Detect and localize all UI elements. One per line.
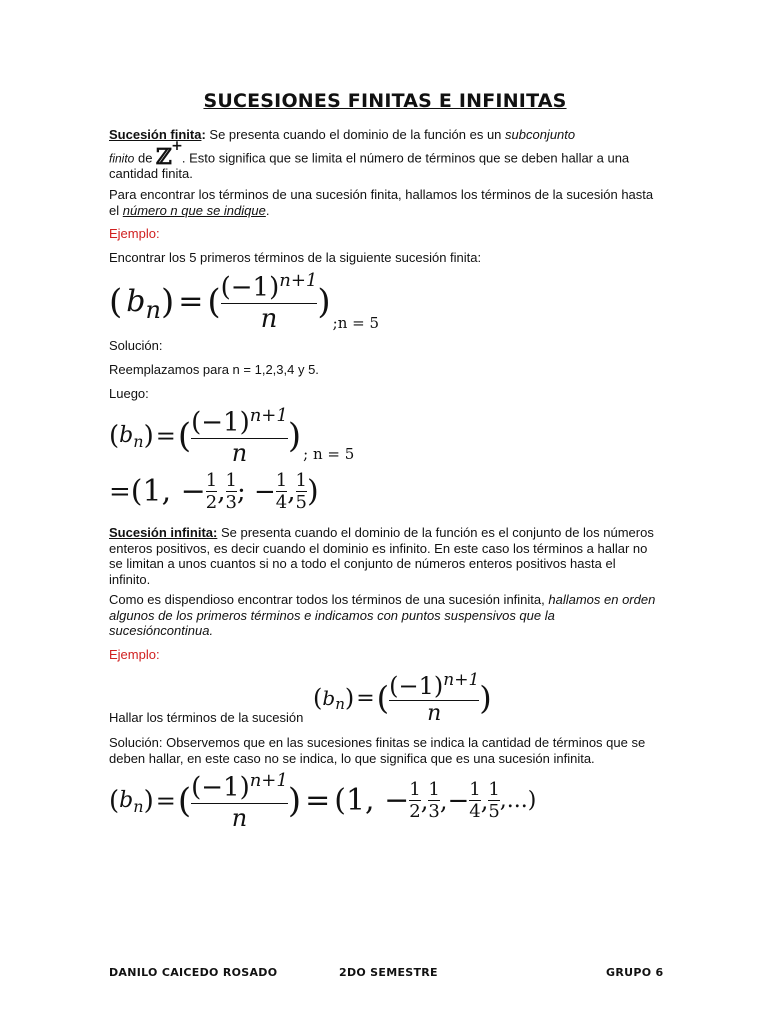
footer-author: DANILO CAICEDO ROSADO [109,966,278,979]
finite-label: Sucesión finita [109,127,202,142]
infinite-statement: Hallar los términos de la sucesión [109,710,304,725]
infinite-paragraph-2: Como es dispendioso encontrar todos los términos de una sucesión infinita, hallamos en orden algunos de los primeros términos e indicamos con puntos suspensivos que la sucesióncontinua. [109,592,656,638]
finite-replacement: Reemplazamos para n = 1,2,3,4 y 5. [109,362,319,377]
z-plus-symbol: ℤ+ [156,137,182,170]
equation-infinite-definition: ( b n ) = ( $\frac{(-1)^{n+1}}{n}$ ) [313,670,492,726]
footer-group: GRUPO 6 [606,966,664,979]
equation-finite-repeat: ( b n ) = ( $\frac{(-1)^{n+1}}{n}$ ) ; n = 5 [109,405,355,467]
finite-definition: Sucesión finita: Se presenta cuando el dominio de la función es un subconjunto finito de ℤ+. Esto significa que se limita el número de términos que se deben hallar a una cantidad finita. [109,127,630,182]
finite-solution-label: Solución: [109,338,163,353]
footer-semester: 2DO SEMESTRE [339,966,438,979]
equation-finite-result: = (1, − $\frac{1}{2}$ , $\frac{1}{3}$ ; − $\frac{1}{4}$ , $\frac{1}{5}$ ) [109,470,319,513]
infinite-label: Sucesión infinita: [109,525,218,540]
infinite-definition: Sucesión infinita: Se presenta cuando el dominio de la función es el conjunto de los números enteros positivos, es decir cuando el dominio es infinito. En este caso los términos a hallar no se limitan a unos cuantos si no a todo el conjunto de números enteros positivos hasta el infinito. [109,525,654,587]
finite-example-label: Ejemplo: [109,226,160,241]
equation-infinite-result: ( b n ) = ( $\frac{(-1)^{n+1}}{n}$ ) = (1, − $\frac{1}{2}$ , $\frac{1}{3}$ , − $\frac{1}{4}$ , $\frac{1}{5}$ ,...) [109,770,537,832]
fraction: $\frac{(-1)^{n+1}}{n}$ [220,270,318,334]
finite-paragraph-2: Para encontrar los términos de una sucesión finita, hallamos los términos de la sucesión hasta el número n que se indique. [109,187,654,218]
infinite-example-label: Ejemplo: [109,647,160,662]
condition-label: ;n = 5 [332,313,380,332]
equation-finite-definition: ( b n ) = ( $\frac{(-1)^{n+1}}{n}$ ) ;n = 5 [109,270,380,334]
finite-statement: Encontrar los 5 primeros términos de la siguiente sucesión finita: [109,250,482,265]
finite-then-label: Luego: [109,386,149,401]
page-title: SUCESIONES FINITAS E INFINITAS [203,90,567,112]
infinite-solution: Solución: Observemos que en las sucesiones finitas se indica la cantidad de términos que se deben hallar, en este caso no se indica, lo que significa que es una sucesión infinita. [109,735,646,766]
